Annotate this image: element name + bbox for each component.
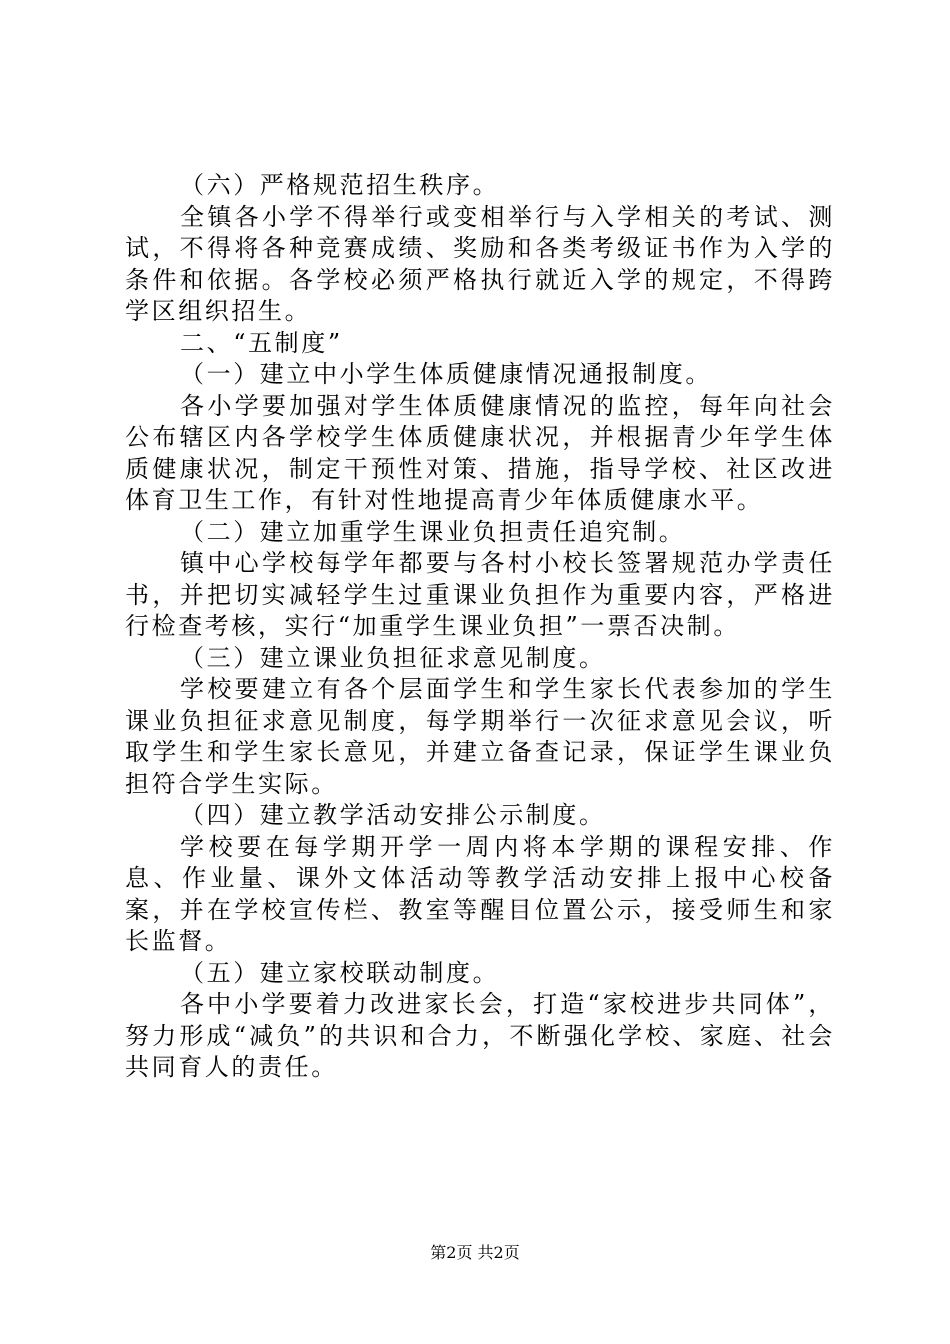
page-number-footer: 第2页 共2页: [430, 1243, 520, 1262]
subheading-five: （五）建立家校联动制度。: [180, 958, 500, 987]
subheading-four: （四）建立教学活动安排公示制度。: [180, 801, 606, 829]
paragraph-accountability: 镇中心学校每学年都要与各村小校长签署规范办学责任书，并把切实减轻学生过重课业负担作为重要内容，严格进行检查考核，实行“加重学生课业负担”一票否决制。: [125, 549, 835, 640]
paragraph-feedback: 学校要建立有各个层面学生和学生家长代表参加的学生课业负担征求意见制度，每学期举行一次征求意见会议，听取学生和学生家长意见，并建立备查记录，保证学生课业负担符合学生实际。: [125, 675, 835, 798]
subheading-three: （三）建立课业负担征求意见制度。: [180, 643, 606, 672]
subheading-two: （二）建立加重学生课业负担责任追究制。: [180, 517, 686, 546]
paragraph-publicity: 学校要在每学期开学一周内将本学期的课程安排、作息、作业量、课外文体活动等教学活动安排上报中心校备案，并在学校宣传栏、教室等醒目位置公示，接受师生和家长监督。: [125, 832, 835, 955]
paragraph-home-school: 各中小学要着力改进家长会，打造“家校进步共同体”，努力形成“减负”的共识和合力，不断强化学校、家庭、社会共同育人的责任。: [125, 990, 835, 1081]
document-body: [125, 170, 835, 1084]
paragraph-admission: 全镇各小学不得举行或变相举行与入学相关的考试、测试，不得将各种竞赛成绩、奖励和各类考级证书作为入学的条件和依据。各学校必须严格执行就近入学的规定，不得跨学区组织招生。: [125, 202, 835, 325]
subheading-one: （一）建立中小学生体质健康情况通报制度。: [180, 360, 712, 388]
section-heading-five-systems: 二、“五制度”: [180, 328, 343, 357]
paragraph-health: 各小学要加强对学生体质健康情况的监控，每年向社会公布辖区内各学校学生体质健康状况，并根据青少年学生体质健康状况，制定干预性对策、措施，指导学校、社区改进体育卫生工作，有针对性地提高青少年体质健康水平。: [125, 391, 835, 514]
section-heading-six: （六）严格规范招生秩序。: [180, 171, 500, 199]
